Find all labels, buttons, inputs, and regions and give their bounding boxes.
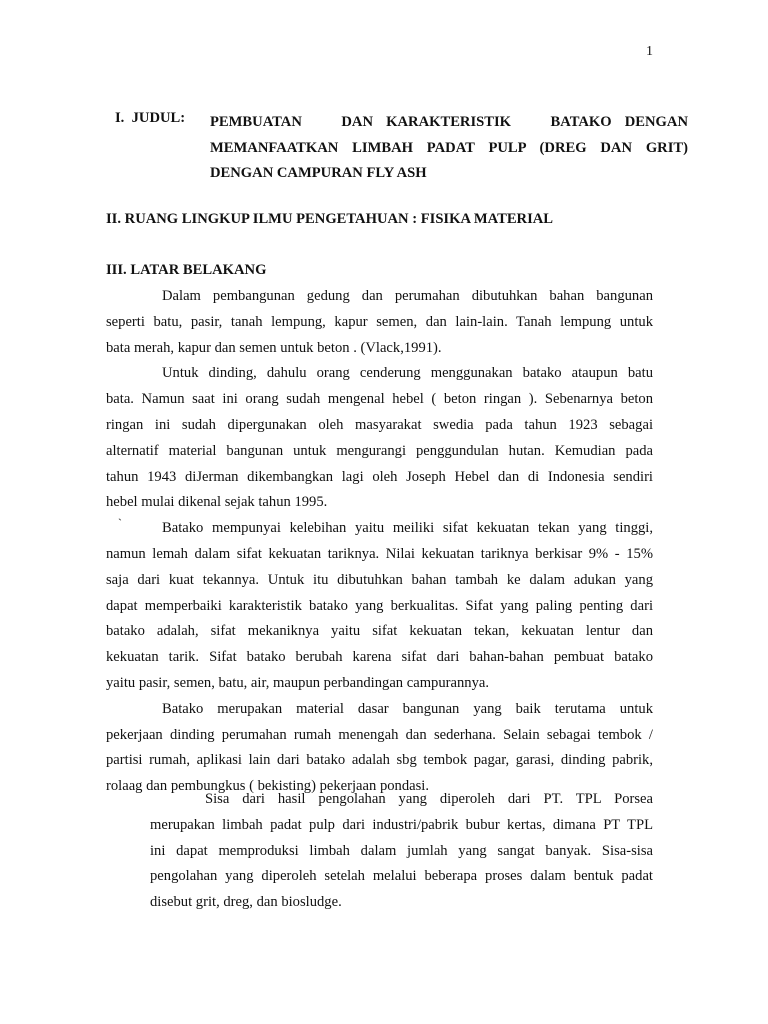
paragraph-line: ringan ini sudah dipergunakan oleh masyarakat swedia pada tahun 1923 sebagai — [106, 416, 653, 433]
paragraph-line: namun lemah dalam sifat kekuatan tariknya. Nilai kekuatan tariknya berkisar 9% - 15% — [106, 545, 653, 562]
paragraph-line: merupakan limbah padat pulp dari industri/pabrik bubur kertas, dimana PT TPL — [150, 816, 653, 833]
paragraph-line: pengolahan yang diperoleh setelah melalui beberapa proses dalam bentuk padat — [150, 868, 653, 885]
body-text — [106, 284, 653, 800]
paragraph-line: rolaag dan pembungkus ( bekisting) pekerjaan pondasi. — [106, 778, 430, 795]
section-heading-scope: II. RUANG LINGKUP ILMU PENGETAHUAN : FISIKA MATERIAL — [106, 211, 554, 227]
paragraph-line: bata. Namun saat ini orang sudah mengenal hebel ( beton ringan ). Sebenarnya beton — [106, 391, 653, 408]
paragraph — [106, 361, 653, 516]
paragraph-line: seperti batu, pasir, tanah lempung, kapur semen, dan lain-lain. Tanah lempung untuk — [106, 313, 653, 330]
title-label: I. JUDUL: — [115, 110, 186, 126]
indented-paragraph — [150, 787, 653, 916]
paragraph-line: tahun 1943 diJerman dikembangkan lagi oleh Joseph Hebel dan di Indonesia sendiri — [106, 468, 653, 485]
title-line: MEMANFAATKAN LIMBAH PADAT PULP (DREG DAN GRIT) — [210, 139, 688, 156]
paragraph — [106, 516, 653, 697]
page-number: 1 — [646, 44, 653, 59]
title-line: DENGAN CAMPURAN FLY ASH — [210, 165, 427, 181]
paragraph — [106, 697, 653, 800]
paragraph-line: ini dapat memproduksi limbah dalam jumlah yang sangat banyak. Sisa-sisa — [150, 842, 653, 859]
section-heading-background: III. LATAR BELAKANG — [106, 262, 267, 278]
title-block — [115, 110, 688, 187]
paragraph-line: yaitu pasir, semen, batu, air, maupun perbandingan campurannya. — [106, 674, 490, 691]
paragraph-line: Dalam pembangunan gedung dan perumahan dibutuhkan bahan bangunan — [162, 288, 653, 304]
paragraph-line: saja dari kuat tekannya. Untuk itu dibutuhkan bahan tambah ke dalam adukan yang — [106, 571, 653, 588]
paragraph-line: alternatif material bangunan untuk mengurangi penggundulan hutan. Kemudian pada — [106, 442, 653, 459]
paragraph-line: batako adalah, sifat mekaniknya yaitu sifat kekuatan tekan, kekuatan lentur dan — [106, 623, 653, 640]
paragraph-line: bata merah, kapur dan semen untuk beton . (Vlack,1991). — [106, 339, 442, 356]
paragraph-line: dapat memperbaiki karakteristik batako yang berkualitas. Sifat yang paling penting dari — [106, 597, 653, 614]
title-line: PEMBUATAN DAN KARAKTERISTIK BATAKO DENGAN — [210, 114, 688, 130]
title-lines — [210, 110, 688, 187]
paragraph-line: Sisa dari hasil pengolahan yang diperoleh dari PT. TPL Porsea — [205, 791, 653, 807]
paragraph-line: kekuatan tarik. Sifat batako berubah karena sifat dari bahan-bahan pembuat batako — [106, 649, 653, 666]
paragraph-line: pekerjaan dinding perumahan rumah menengah dan sederhana. Selain sebagai tembok / — [106, 726, 653, 743]
paragraph — [106, 284, 653, 361]
paragraph-line: Batako mempunyai kelebihan yaitu meiliki sifat kekuatan tekan yang tinggi, — [162, 520, 653, 537]
paragraph-line: partisi rumah, aplikasi lain dari batako adalah sbg tembok pagar, garasi, dinding pabrik, — [106, 752, 653, 769]
paragraph-line: Batako merupakan material dasar bangunan yang baik terutama untuk — [162, 700, 653, 717]
paragraph-line: hebel mulai dikenal sejak tahun 1995. — [106, 494, 328, 511]
paragraph-line: Untuk dinding, dahulu orang cenderung menggunakan batako ataupun batu — [162, 365, 653, 382]
paragraph-line: disebut grit, dreg, dan biosludge. — [150, 894, 342, 911]
stray-mark: ` — [118, 516, 122, 530]
